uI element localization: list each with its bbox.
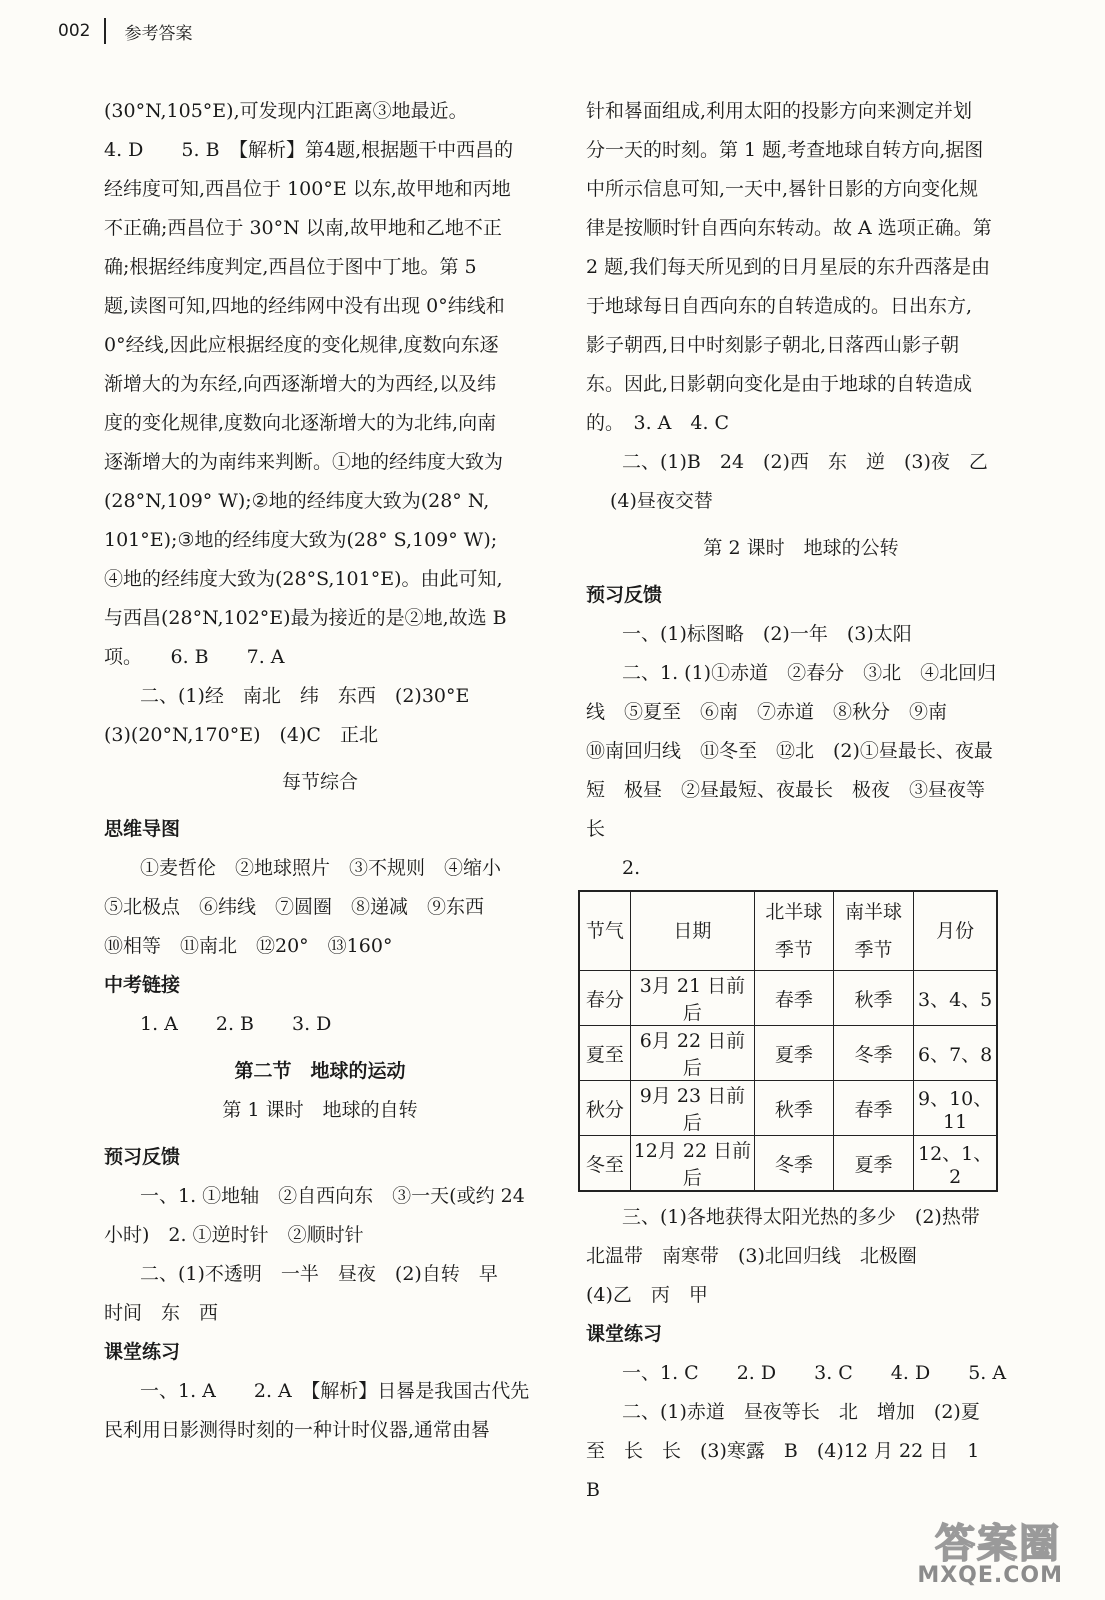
table-cell: 12、1、2 [914,1136,997,1192]
text-line: 不正确;西昌位于 30°N 以南,故甲地和乙地不正 [104,217,502,239]
watermark-text: 答案圈 [935,1521,1061,1567]
table-cell: 3、4、5 [914,971,997,1026]
text-line: 时间 东 西 [104,1302,219,1324]
table-cell: 秋分 [579,1081,630,1136]
subsection-heading: 预习反馈 [586,584,663,606]
text-line: (28°N,109° W);②地的经纬度大致为(28° N, [104,490,490,512]
text-line: ⑤北极点 ⑥纬线 ⑦圆圈 ⑧递减 ⑨东西 [104,896,485,918]
text-line: 二、(1)不透明 一半 昼夜 (2)自转 早 [140,1263,498,1285]
text-line: 逐渐增大的为南纬来判断。①地的经纬度大致为 [104,451,504,473]
table-row [579,971,997,1026]
seasons-table [578,890,998,1192]
table-cell: 6、7、8 [914,1026,997,1081]
text-line: 度的变化规律,度数向北逐渐增大的为北纬,向南 [104,412,497,434]
text-line: ①麦哲伦 ②地球照片 ③不规则 ④缩小 [140,857,502,879]
subsection-heading: 预习反馈 [104,1146,181,1168]
text-line: 长 [586,818,606,840]
table-cell: 冬至 [579,1136,630,1192]
table-header-row [579,891,997,971]
table-cell: 秋季 [833,971,914,1026]
table-cell: 秋季 [755,1081,834,1136]
table-cell: 夏至 [579,1026,630,1081]
text-line: 题,读图可知,四地的经纬网中没有出现 0°纬线和 [104,295,505,317]
text-line: (3)(20°N,170°E) (4)C 正北 [104,724,378,746]
subsection-heading: 课堂练习 [586,1323,663,1345]
text-line: 与西昌(28°N,102°E)最为接近的是②地,故选 B [104,607,507,629]
table-cell: 3月 21 日前后 [630,971,754,1026]
section-title: 每节综合 [281,771,358,793]
page-header [58,18,192,44]
table-cell: 9月 23 日前后 [630,1081,754,1136]
table-cell: 冬季 [755,1136,834,1192]
text-line: ④地的经纬度大致为(28°S,101°E)。由此可知, [104,568,503,590]
table-header-cell: 月份 [914,891,997,971]
page-header-title: 参考答案 [124,23,193,44]
table-cell: 12月 22 日前后 [630,1136,754,1192]
text-line: 线 ⑤夏至 ⑥南 ⑦赤道 ⑧秋分 ⑨南 [586,701,948,723]
table-cell: 夏季 [833,1136,914,1192]
lesson-title: 第 2 课时 地球的公转 [703,537,899,559]
text-line: 律是按顺时针自西向东转动。故 A 选项正确。第 [586,217,992,239]
table-cell: 春分 [579,971,630,1026]
table-row [579,1081,997,1136]
subsection-heading: 中考链接 [104,974,181,996]
text-line: 一、1. A 2. A 【解析】日晷是我国古代先 [140,1380,530,1402]
text-line: 三、(1)各地获得太阳光热的多少 (2)热带 [622,1206,980,1228]
text-line: (4)昼夜交替 [610,490,713,512]
text-line: 短 极昼 ②昼最短、夜最长 极夜 ③昼夜等 [586,779,986,801]
text-line: 渐增大的为东经,向西逐渐增大的为西经,以及纬 [104,373,497,395]
header-divider [104,18,106,44]
text-line: 小时) 2. ①逆时针 ②顺时针 [104,1224,364,1246]
text-line: 1. A 2. B 3. D [140,1013,332,1035]
subsection-heading: 课堂练习 [104,1341,181,1363]
table-cell: 冬季 [833,1026,914,1081]
text-line: ⑩南回归线 ⑪冬至 ⑫北 (2)①昼最长、夜最 [586,740,993,762]
section-title: 第二节 地球的运动 [234,1060,406,1082]
text-line: 二、(1)B 24 (2)西 东 逆 (3)夜 乙 [622,451,988,473]
subsection-heading: 思维导图 [104,818,181,840]
table-row [579,1136,997,1192]
table-cell: 6月 22 日前后 [630,1026,754,1081]
text-line: 二、(1)赤道 昼夜等长 北 增加 (2)夏 [622,1401,980,1423]
text-line: ⑩相等 ⑪南北 ⑫20° ⑬160° [104,935,393,957]
table-cell: 夏季 [755,1026,834,1081]
table-header-cell: 南半球 季节 [833,891,914,971]
text-line: 项。 6. B 7. A [104,646,285,668]
text-line: 一、1. C 2. D 3. C 4. D 5. A [622,1362,1007,1384]
text-line: 二、(1)经 南北 纬 东西 (2)30°E [140,685,470,707]
text-line: 101°E);③地的经纬度大致为(28° S,109° W); [104,529,498,551]
text-line: 0°经线,因此应根据经度的变化规律,度数向东逐 [104,334,499,356]
text-line: 东。因此,日影朝向变化是由于地球的自转造成 [586,373,973,395]
text-line: 至 长 长 (3)寒露 B (4)12 月 22 日 1 [586,1440,980,1462]
text-line: (4)乙 丙 甲 [586,1284,708,1306]
left-column [104,92,536,1450]
right-column [586,92,1016,1510]
text-line: 民利用日影测得时刻的一种计时仪器,通常由晷 [104,1419,491,1441]
text-line: 的。 3. A 4. C [586,412,730,434]
watermark-url: MXQE.COM [917,1563,1063,1588]
text-line: 中所示信息可知,一天中,晷针日影的方向变化规 [586,178,979,200]
text-line: 二、1. (1)①赤道 ②春分 ③北 ④北回归 [622,662,997,684]
table-header-cell: 节气 [579,891,630,971]
table-cell: 春季 [833,1081,914,1136]
table-cell: 9、10、11 [914,1081,997,1136]
text-line: 影子朝西,日中时刻影子朝北,日落西山影子朝 [586,334,960,356]
table-row [579,1026,997,1081]
text-line: 一、1. ①地轴 ②自西向东 ③一天(或约 24 [140,1185,525,1207]
table-header-cell: 北半球 季节 [755,891,834,971]
text-line: 于地球每日自西向东的自转造成的。日出东方, [586,295,973,317]
text-line: 4. D 5. B 【解析】第4题,根据题干中西昌的 [104,139,514,161]
lesson-title: 第 1 课时 地球的自转 [222,1099,418,1121]
table-header-cell: 日期 [630,891,754,971]
text-line: B [586,1479,600,1501]
page-number: 002 [58,21,91,41]
text-line: 北温带 南寒带 (3)北回归线 北极圈 [586,1245,917,1267]
text-line: 2 题,我们每天所见到的日月星辰的东升西落是由 [586,256,991,278]
text-line: 分一天的时刻。第 1 题,考查地球自转方向,据图 [586,139,984,161]
text-line: 确;根据经纬度判定,西昌位于图中丁地。第 5 [104,256,477,278]
text-line: (30°N,105°E),可发现内江距离③地最近。 [104,100,468,122]
text-line: 针和晷面组成,利用太阳的投影方向来测定并划 [586,100,973,122]
text-line: 经纬度可知,西昌位于 100°E 以东,故甲地和丙地 [104,178,511,200]
watermark-logo [919,1512,1069,1588]
text-line: 2. [622,857,641,879]
table-cell: 春季 [755,971,834,1026]
text-line: 一、(1)标图略 (2)一年 (3)太阳 [622,623,912,645]
